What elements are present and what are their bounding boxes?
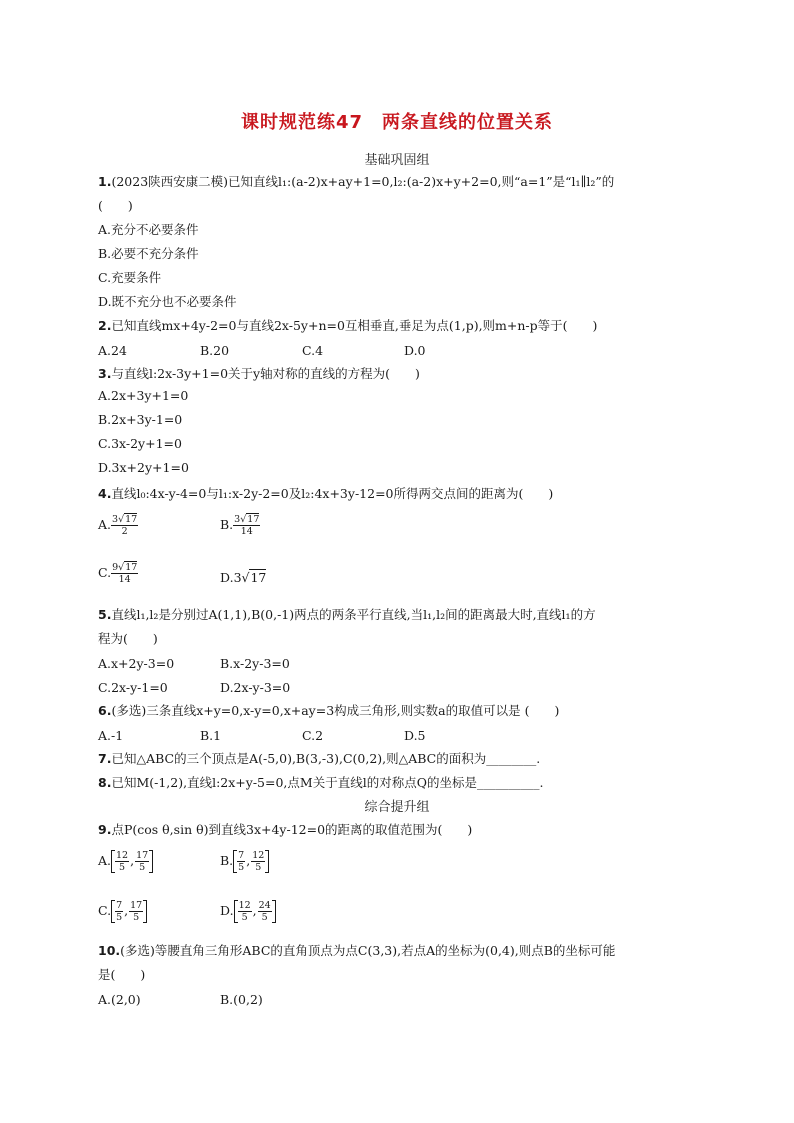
q6-text: (多选)三条直线x+y=0,x-y=0,x+ay=3构成三角形,则实数a的取值可以是 ( ) (111, 703, 560, 718)
q9-text: 点P(cos θ,sin θ)到直线3x+4y-12=0的距离的取值范围为( ) (111, 822, 473, 837)
q2-option-d: D.0 (404, 343, 426, 358)
q5-option-d: D.2x-y-3=0 (220, 680, 291, 695)
q2-option-c: C.4 (302, 343, 324, 358)
q1-option-c: C.充要条件 (98, 270, 162, 285)
q5-options-row2 (98, 677, 355, 697)
q4-option-b: B. $\frac{3√17}{14}$ (220, 514, 260, 537)
q10-stem (98, 941, 615, 959)
q4-text: 直线l₀:4x-y-4=0与l₁:x-2y-2=0及l₂:4x+3y-12=0所得两交点间的距离为( ) (111, 486, 554, 501)
q8-text: 已知M(-1,2),直线l:2x+y-5=0,点M关于直线l的对称点Q的坐标是__________. (111, 775, 544, 790)
q2-option-b: B.20 (200, 343, 230, 358)
q1-number: 1. (98, 174, 112, 189)
q9-c-interval: $\frac{7}{5}$ , $\frac{17}{5}$ (111, 900, 147, 923)
q3-option-b: B.2x+3y-1=0 (98, 412, 183, 427)
q8-stem (98, 773, 543, 791)
q4-option-c: C. $\frac{9√17}{14}$ (98, 562, 138, 585)
q6-stem (98, 701, 559, 719)
q10-number: 10. (98, 943, 121, 958)
q2-stem (98, 316, 597, 334)
q5-stem-cont: 程为( ) (98, 631, 158, 646)
q4-option-d: D.3√17 (220, 570, 267, 585)
q1-option-b: B.必要不充分条件 (98, 246, 199, 261)
q6-option-b: B.1 (200, 728, 222, 743)
q6-number: 6. (98, 703, 112, 718)
section-basic: 基础巩固组 (364, 153, 430, 168)
q6-options (98, 725, 506, 745)
q9-option-d: D. $\frac{12}{5}$ , $\frac{24}{5}$ (220, 900, 276, 923)
q3-option-a: A.2x+3y+1=0 (98, 388, 189, 403)
q2-options (98, 340, 506, 360)
section-comprehensive: 综合提升组 (364, 800, 430, 815)
q3-option-c: C.3x-2y+1=0 (98, 436, 182, 451)
q1-option-d: D.既不充分也不必要条件 (98, 294, 237, 309)
q1-paren: ( ) (98, 198, 133, 213)
q6-option-c: C.2 (302, 728, 324, 743)
q2-number: 2. (98, 318, 112, 333)
q4-number: 4. (98, 486, 112, 501)
q7-number: 7. (98, 751, 112, 766)
q7-stem (98, 749, 540, 767)
q10-stem-cont: 是( ) (98, 967, 146, 982)
q5-option-b: B.x-2y-3=0 (220, 656, 290, 671)
q9-a-interval: $\frac{12}{5}$ , $\frac{17}{5}$ (111, 850, 153, 873)
q10-option-b: B.(0,2) (220, 992, 263, 1007)
q9-b-interval: $\frac{7}{5}$ , $\frac{12}{5}$ (233, 850, 269, 873)
q9-d-interval: $\frac{12}{5}$ , $\frac{24}{5}$ (234, 900, 276, 923)
q6-option-a: A.-1 (98, 728, 124, 743)
q9-stem (98, 820, 472, 838)
q5-options-row1 (98, 653, 355, 673)
q4-b-fraction: $\frac{3√17}{14}$ (234, 514, 260, 537)
q7-text: 已知△ABC的三个顶点是A(-5,0),B(3,-3),C(0,2),则△ABC的面积为________. (111, 751, 541, 766)
q1-stem (98, 172, 614, 190)
q4-a-fraction: $\frac{3√17}{2}$ (112, 514, 138, 537)
q4-stem (98, 484, 553, 502)
q1-text: (2023陕西安康二模)已知直线l₁:(a-2)x+ay+1=0,l₂:(a-2)x+y+2=0,则“a=1”是“l₁∥l₂”的 (111, 174, 615, 189)
q9-number: 9. (98, 822, 112, 837)
q5-stem (98, 605, 596, 623)
q10-text: (多选)等腰直角三角形ABC的直角顶点为点C(3,3),若点A的坐标为(0,4),则点B的坐标可能 (120, 943, 616, 958)
q2-text: 已知直线mx+4y-2=0与直线2x-5y+n=0互相垂直,垂足为点(1,p),则m+n-p等于( ) (111, 318, 598, 333)
q3-option-d: D.3x+2y+1=0 (98, 460, 189, 475)
q5-option-c: C.2x-y-1=0 (98, 680, 168, 695)
q8-number: 8. (98, 775, 112, 790)
q6-option-d: D.5 (404, 728, 426, 743)
q2-option-a: A.24 (98, 343, 127, 358)
q9-option-b: B. $\frac{7}{5}$ , $\frac{12}{5}$ (220, 850, 269, 873)
q10-option-a: A.(2,0) (98, 992, 141, 1007)
q3-text: 与直线l:2x-3y+1=0关于y轴对称的直线的方程为( ) (111, 366, 420, 381)
q9-option-c: C. $\frac{7}{5}$ , $\frac{17}{5}$ (98, 900, 147, 923)
q3-stem (98, 364, 420, 382)
q5-text: 直线l₁,l₂是分别过A(1,1),B(0,-1)两点的两条平行直线,当l₁,l₂间的距离最大时,直线l₁的方 (111, 607, 596, 622)
q5-number: 5. (98, 607, 112, 622)
page-title: 课时规范练47 两条直线的位置关系 (240, 112, 554, 133)
q4-option-a: A. $\frac{3√17}{2}$ (98, 514, 138, 537)
q9-option-a: A. $\frac{12}{5}$ , $\frac{17}{5}$ (98, 850, 153, 873)
q10-options (98, 989, 322, 1009)
q1-option-a: A.充分不必要条件 (98, 222, 199, 237)
q5-option-a: A.x+2y-3=0 (98, 656, 175, 671)
q4-c-fraction: $\frac{9√17}{14}$ (112, 562, 138, 585)
q3-number: 3. (98, 366, 112, 381)
